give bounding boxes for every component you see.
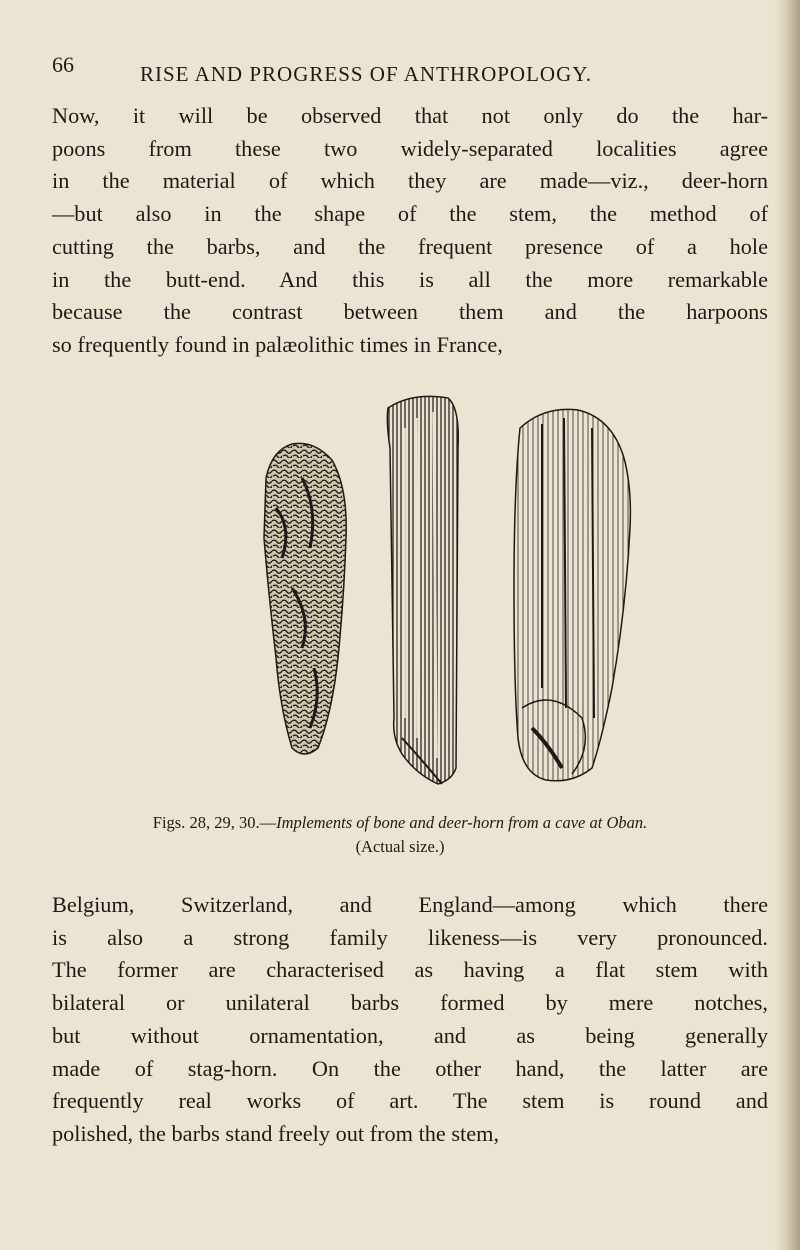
text-line: in the material of which they are made—viz., deer-horn (52, 168, 768, 194)
paragraph-top (52, 100, 768, 362)
text-line: cutting the barbs, and the frequent presence of a hole (52, 233, 768, 259)
text-line: Belgium, Switzerland, and England—among which there (52, 892, 768, 917)
figure-caption (0, 813, 800, 833)
text-line: polished, the barbs stand freely out from the stem, (52, 1120, 500, 1146)
figure-illustration (252, 388, 642, 808)
running-title: RISE AND PROGRESS OF ANTHROPOLOGY. (140, 62, 592, 86)
text-line: bilateral or unilateral barbs formed by mere notches, (52, 990, 768, 1016)
text-line: because the contrast between them and the harpoons (52, 299, 768, 325)
figure-caption-subtitle: (Actual size.) (355, 837, 445, 856)
text-line: in the butt-end. And this is all the more remarkable (52, 266, 768, 292)
text-line: is also a strong family likeness—is very pronounced. (52, 924, 768, 950)
text-line: poons from these two widely-separated localities agree (52, 135, 768, 161)
text-line: made of stag-horn. On the other hand, the latter are (52, 1055, 768, 1081)
text-line: The former are characterised as having a flat stem with (52, 957, 768, 983)
paragraph-bottom (52, 889, 768, 1151)
bone-implement-left (264, 443, 346, 754)
page-edge-shadow (774, 0, 800, 1250)
figure-bone-implements (252, 388, 642, 808)
caption-prefix: Figs. 28, 29, 30.— (152, 813, 277, 832)
text-line: so frequently found in palæolithic times in France, (52, 331, 503, 357)
caption-title: Implements of bone and deer-horn from a cave at Oban. (276, 813, 648, 832)
text-line: but without ornamentation, and as being generally (52, 1022, 768, 1048)
bone-implement-middle (387, 396, 458, 784)
bone-implement-right (514, 409, 630, 780)
text-line: Now, it will be observed that not only do the har- (52, 103, 768, 128)
page-number: 66 (52, 52, 74, 77)
text-line: —but also in the shape of the stem, the method of (52, 201, 768, 227)
text-line: frequently real works of art. The stem is round and (52, 1088, 768, 1114)
